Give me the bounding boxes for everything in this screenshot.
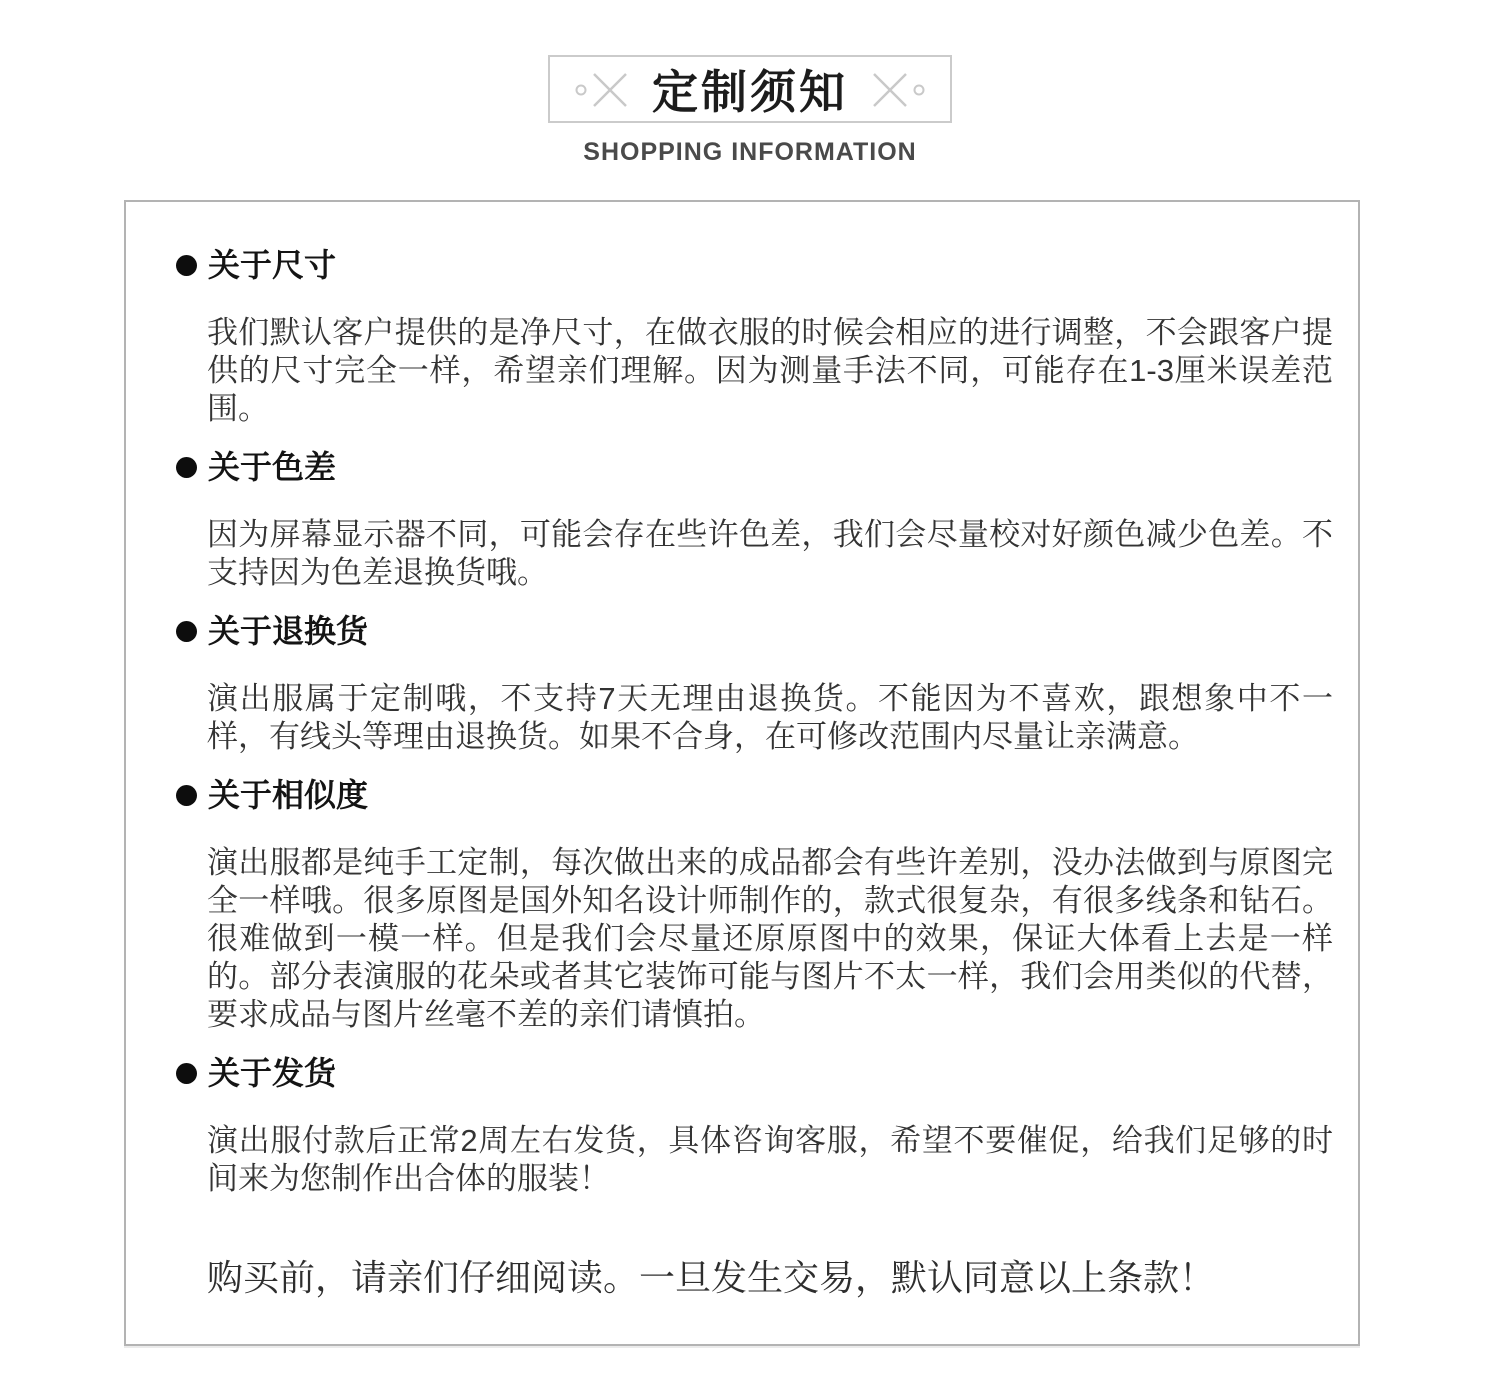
section-body: 因为屏幕显示器不同，可能会存在些许色差，我们会尽量校对好颜色减少色差。不支持因为色差退换货哦。 xyxy=(207,517,1333,590)
section-heading xyxy=(176,614,1330,648)
bullet-icon xyxy=(176,255,197,276)
bullet-icon xyxy=(176,621,197,642)
section-shipping xyxy=(176,1055,1333,1198)
section-heading xyxy=(176,778,1330,812)
section-heading xyxy=(176,1056,1330,1090)
section-heading xyxy=(176,248,1330,282)
section-title: 关于尺寸 xyxy=(208,247,337,283)
section-title: 关于相似度 xyxy=(208,777,369,813)
section-body: 演出服属于定制哦，不支持7天无理由退换货。不能因为不喜欢，跟想象中不一样，有线头等理由退换货。如果不合身，在可修改范围内尽量让亲满意。 xyxy=(207,681,1333,754)
notice-panel xyxy=(124,200,1360,1346)
section-similarity xyxy=(176,777,1333,1034)
bullet-icon xyxy=(176,1063,197,1084)
section-heading xyxy=(176,450,1330,484)
section-title: 关于色差 xyxy=(208,449,337,485)
deco-cross-right-icon xyxy=(870,67,926,111)
section-body: 我们默认客户提供的是净尺寸，在做衣服的时候会相应的进行调整，不会跟客户提供的尺寸完全一样，希望亲们理解。因为测量手法不同，可能存在1-3厘米误差范围。 xyxy=(207,315,1333,426)
section-size xyxy=(176,247,1333,428)
page-subtitle: SHOPPING INFORMATION xyxy=(583,138,917,166)
section-title: 关于发货 xyxy=(208,1055,337,1091)
bullet-icon xyxy=(176,785,197,806)
section-body: 演出服都是纯手工定制，每次做出来的成品都会有些许差别，没办法做到与原图完全一样哦。很多原图是国外知名设计师制作的，款式很复杂，有很多线条和钻石。很难做到一模一样。但是我们会尽量还原原图中的效果，保证大体看上去是一样的。部分表演服的花朵或者其它装饰可能与图片不太一样，我们会用类似的代替，要求成品与图片丝毫不差的亲们请慎拍。 xyxy=(207,845,1333,1032)
section-color-difference xyxy=(176,449,1333,592)
section-title: 关于退换货 xyxy=(208,613,369,649)
section-returns xyxy=(176,613,1333,756)
deco-cross-left-icon xyxy=(574,67,630,111)
bullet-icon xyxy=(176,457,197,478)
page-header xyxy=(0,0,1500,167)
section-body: 演出服付款后正常2周左右发货，具体咨询客服，希望不要催促，给我们足够的时间来为您制作出合体的服装！ xyxy=(207,1123,1333,1196)
footer-notice: 购买前，请亲们仔细阅读。一旦发生交易，默认同意以上条款！ xyxy=(207,1257,1216,1298)
page-title: 定制须知 xyxy=(652,66,848,118)
title-box xyxy=(548,55,952,123)
